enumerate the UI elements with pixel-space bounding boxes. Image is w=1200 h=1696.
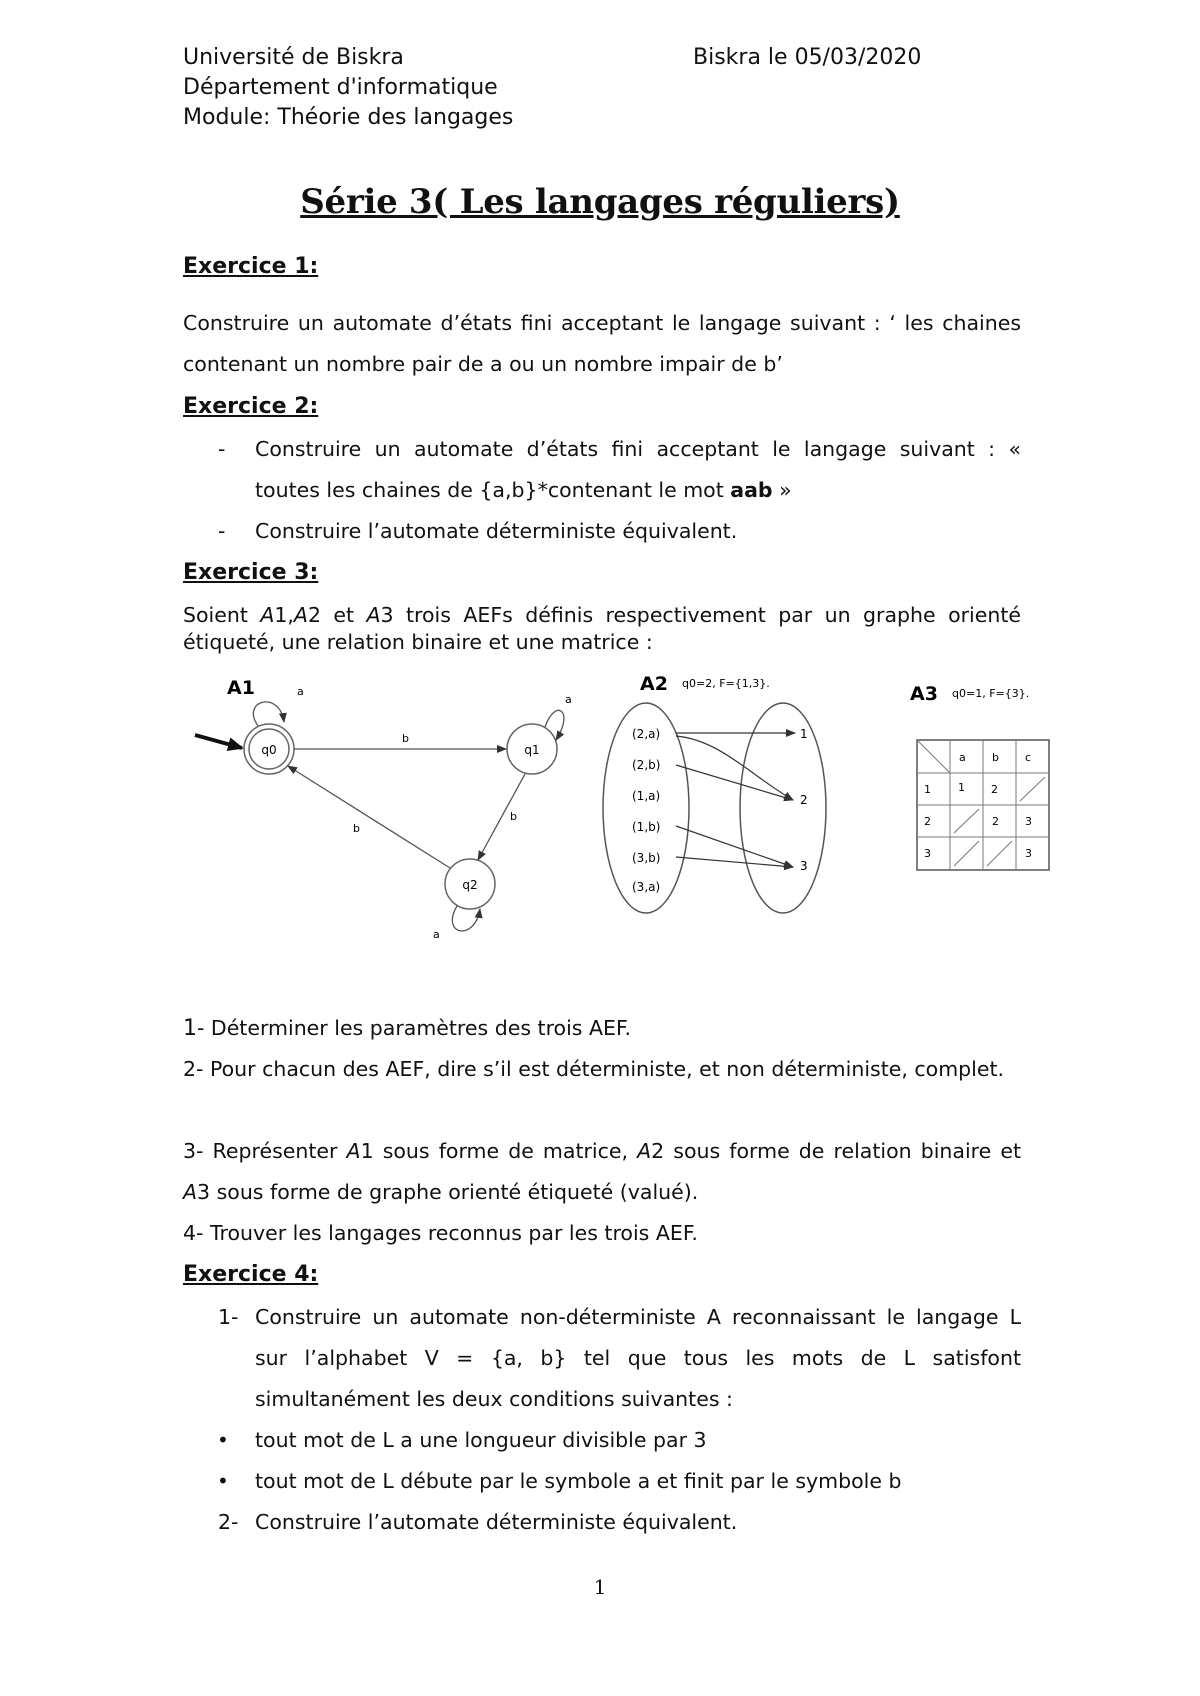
exercise3-question-2: 2- Pour chacun des AEF, dire s’il est déterministe, et non déterministe, complet. xyxy=(183,1057,1005,1081)
a2-params: q0=2, F={1,3}. xyxy=(682,677,770,690)
exercise4-item-2-number: 2- xyxy=(218,1510,239,1534)
a1-state-q2-label: q2 xyxy=(462,878,478,892)
a3-cell: 1 xyxy=(958,781,965,794)
a1-label: A1 xyxy=(227,677,255,699)
exercise2-dash-2: - xyxy=(218,519,226,543)
a1-edge-q2-loop xyxy=(452,906,480,931)
a2-pair: (3,a) xyxy=(632,880,661,894)
a2-target: 1 xyxy=(800,727,808,741)
exercise4-heading: Exercice 4: xyxy=(183,1262,319,1287)
a3-col-header: a xyxy=(959,751,966,764)
a3-cell: 3 xyxy=(1025,847,1032,860)
a3-matrix xyxy=(910,683,1049,870)
a1-edge-label-q2-loop: a xyxy=(433,928,440,941)
a3-label: A3 xyxy=(910,683,938,705)
exercise3-intro: Soient A1,A2 et A3 trois AEFs définis respectivement par un graphe orienté étiqueté, une relation binaire et une matrice : xyxy=(183,603,1022,654)
a2-pair: (3,b) xyxy=(632,851,661,865)
a2-target: 3 xyxy=(800,859,808,873)
a1-initial-arrow xyxy=(195,735,242,748)
a1-edge-label-q2-q0: b xyxy=(353,822,360,835)
a3-cell: 3 xyxy=(1025,815,1032,828)
a3-col-header: b xyxy=(992,751,999,764)
a3-cell: 2 xyxy=(991,783,998,796)
exercise1-heading: Exercice 1: xyxy=(183,254,319,279)
a1-edge-label-q0-loop: a xyxy=(297,685,304,698)
a2-target: 2 xyxy=(800,793,808,807)
exercise3-question-1: 1- Déterminer les paramètres des trois AEF. xyxy=(183,1016,631,1041)
exercise3-question-4: 4- Trouver les langages reconnus par les trois AEF. xyxy=(183,1221,698,1245)
a3-params: q0=1, F={3}. xyxy=(952,687,1030,700)
exercise3-question-3: 3- Représenter A1 sous forme de matrice, A2 sous forme de relation binaire et A3 sous forme de graphe orienté étiqueté (valué). xyxy=(183,1139,1021,1204)
header-module: Module: Théorie des langages xyxy=(183,105,514,130)
automata-figures xyxy=(180,660,1060,960)
a1-edge-q2-q0 xyxy=(288,766,450,868)
exercise4-bullet-2-marker: • xyxy=(217,1469,229,1493)
a1-state-q0-label: q0 xyxy=(261,743,277,757)
a2-pair: (1,b) xyxy=(632,820,661,834)
header-date: Biskra le 05/03/2020 xyxy=(693,45,922,70)
a3-row-state: 2 xyxy=(924,815,931,828)
exercise3-heading: Exercice 3: xyxy=(183,560,319,585)
a1-edge-label-q0-q1: b xyxy=(402,732,409,745)
exercise2-heading: Exercice 2: xyxy=(183,394,319,419)
a3-row-state: 3 xyxy=(924,847,931,860)
exercise2-item-2: Construire l’automate déterministe équivalent. xyxy=(255,519,738,543)
a2-pair: (2,b) xyxy=(632,758,661,772)
a1-edge-label-q1-q2: b xyxy=(510,810,517,823)
page-number: 1 xyxy=(593,1575,607,1599)
a1-graph xyxy=(195,677,572,941)
a1-state-q1-label: q1 xyxy=(524,743,540,757)
exercise4-item-1-number: 1- xyxy=(218,1305,239,1329)
a1-edge-q0-loop xyxy=(253,702,284,726)
exercise4-item-2: Construire l’automate déterministe équivalent. xyxy=(255,1510,738,1534)
exercise4-bullet-1: tout mot de L a une longueur divisible par 3 xyxy=(255,1428,707,1452)
a1-edge-label-q1-loop: a xyxy=(565,693,572,706)
header-department: Département d'informatique xyxy=(183,75,498,100)
exercise2-dash-1: - xyxy=(218,437,226,461)
a2-label: A2 xyxy=(640,673,668,695)
a2-target-set xyxy=(740,703,826,913)
a3-row-state: 1 xyxy=(924,783,931,796)
a2-relation xyxy=(603,673,826,913)
page-title: Série 3( Les langages réguliers) xyxy=(300,182,900,222)
a1-edge-q1-q2 xyxy=(478,774,525,860)
exercise4-bullet-2: tout mot de L débute par le symbole a et finit par le symbole b xyxy=(255,1469,902,1493)
a2-pair: (2,a) xyxy=(632,727,661,741)
exercise4-item-1: Construire un automate non-déterministe A reconnaissant le langage L sur l’alphabet V = {a, b} tel que tous les mots de L satisfont simultanément les deux conditions suivantes : xyxy=(255,1305,1021,1411)
a3-cell: 2 xyxy=(992,815,999,828)
exercise1-text: Construire un automate d’états fini acceptant le langage suivant : ‘ les chaines contenant un nombre pair de a ou un nombre impair de b’ xyxy=(183,311,1021,376)
a3-col-header: c xyxy=(1025,751,1032,764)
header-university: Université de Biskra xyxy=(183,45,404,70)
exercise2-item-1: Construire un automate d’états fini acceptant le langage suivant : « toutes les chaines de {a,b}*contenant le mot aab » xyxy=(255,437,1021,502)
exercise4-bullet-1-marker: • xyxy=(217,1428,229,1452)
a2-pair: (1,a) xyxy=(632,789,661,803)
